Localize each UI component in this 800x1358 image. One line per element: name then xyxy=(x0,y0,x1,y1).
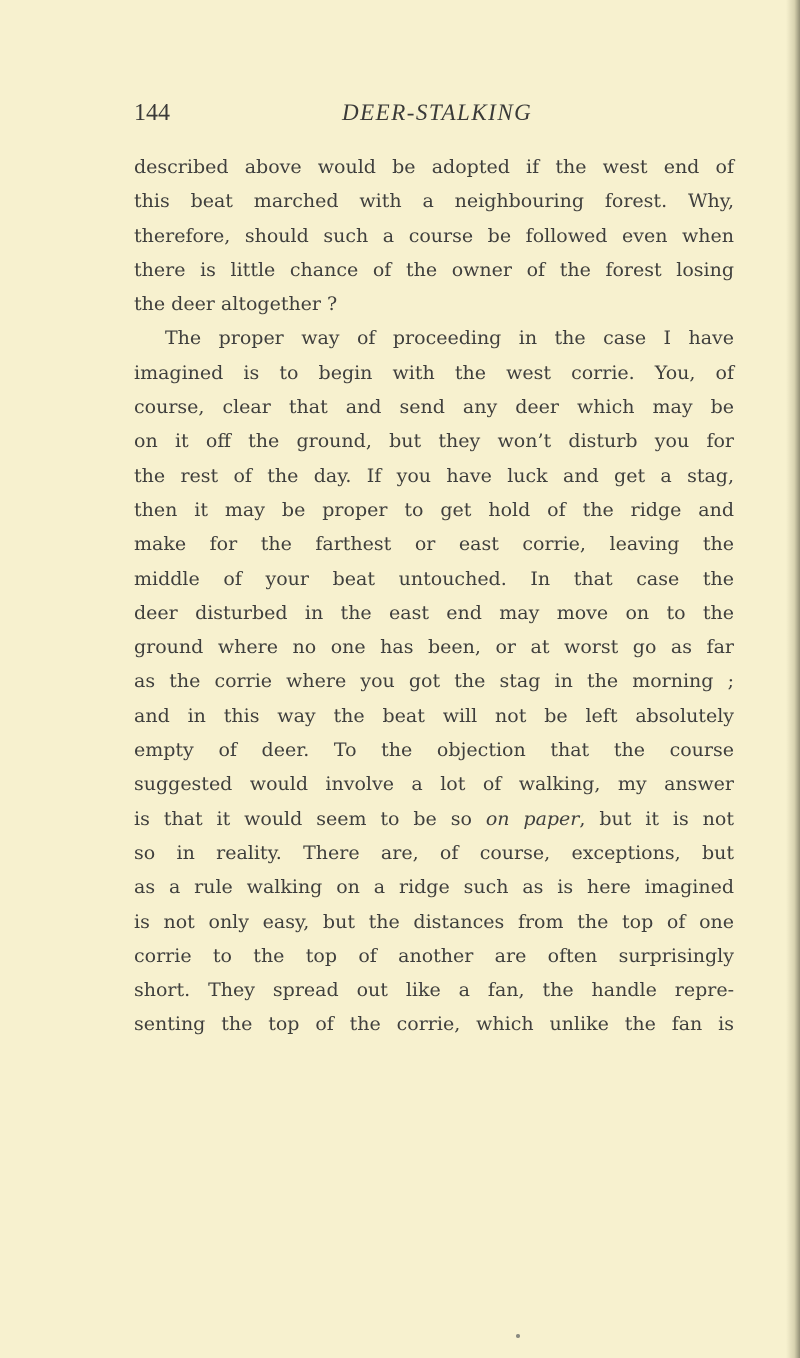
text-fragment: is that it would seem to be so xyxy=(134,807,472,830)
text-line: short. They spread out like a fan, the handle repre- xyxy=(134,979,734,1002)
text-line: The proper way of proceeding in the case I have xyxy=(165,327,734,350)
text-line: middle of your beat untouched. In that case the xyxy=(134,567,734,590)
text-line: senting the top of the corrie, which unlike the fan is xyxy=(134,1013,734,1036)
page-number: 144 xyxy=(134,100,170,126)
text-line: the rest of the day. If you have luck and get a stag, xyxy=(134,464,734,487)
text-fragment: , but it is not xyxy=(579,807,734,830)
text-line: ground where no one has been, or at worst go as far xyxy=(134,636,734,659)
text-line: there is little chance of the owner of the forest losing xyxy=(134,258,734,281)
text-line: as a rule walking on a ridge such as is here imagined xyxy=(134,876,734,899)
text-line: make for the farthest or east corrie, leaving the xyxy=(134,533,734,556)
text-line: corrie to the top of another are often surprisingly xyxy=(134,944,734,967)
text-line: imagined is to begin with the west corrie. You, of xyxy=(134,361,734,384)
text-line: as the corrie where you got the stag in the morning ; xyxy=(134,670,734,693)
text-line: so in reality. There are, of course, exceptions, but xyxy=(134,841,734,864)
page-edge-shadow xyxy=(786,0,800,1358)
text-line: described above would be adopted if the west end of xyxy=(134,156,734,178)
text-line: suggested would involve a lot of walking, my answer xyxy=(134,773,734,796)
text-line xyxy=(134,802,734,836)
running-head: DEER-STALKING xyxy=(342,100,533,125)
italic-phrase: on paper xyxy=(485,807,580,830)
text-line: then it may be proper to get hold of the ridge and xyxy=(134,498,734,521)
text-line: this beat marched with a neighbouring forest. Why, xyxy=(134,190,734,213)
text-line: deer disturbed in the east end may move on to the xyxy=(134,601,734,624)
text-line: empty of deer. To the objection that the course xyxy=(134,739,734,762)
text-line: the deer altogether ? xyxy=(134,293,338,316)
text-line: therefore, should such a course be followed even when xyxy=(134,224,734,247)
text-line: course, clear that and send any deer which may be xyxy=(134,396,734,419)
text-line: on it off the ground, but they won’t disturb you for xyxy=(134,430,734,453)
print-speck xyxy=(516,1334,520,1338)
body-text xyxy=(134,150,734,1042)
text-line: and in this way the beat will not be left absolutely xyxy=(134,704,734,727)
text-line: is not only easy, but the distances from the top of one xyxy=(134,910,734,933)
